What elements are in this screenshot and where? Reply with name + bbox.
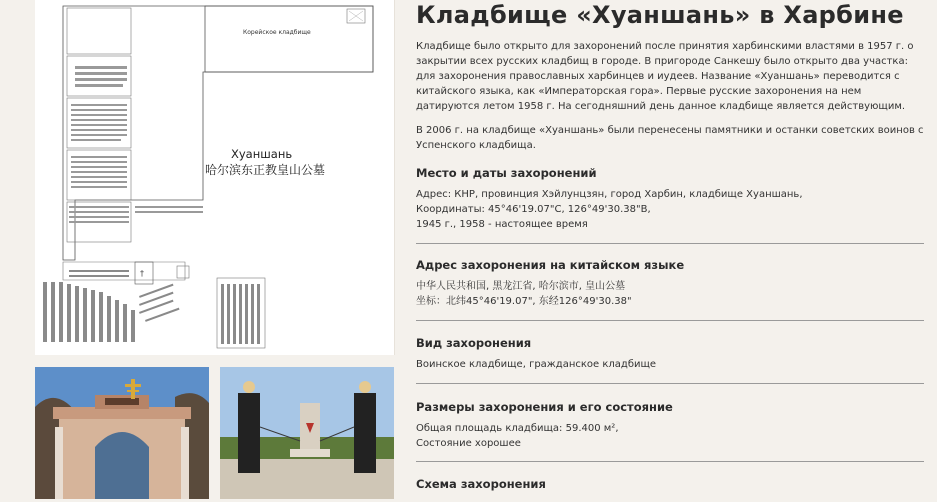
section-place-title: Место и даты захоронений — [416, 166, 597, 180]
section-type-title: Вид захоронения — [416, 336, 532, 350]
section-chinese — [416, 257, 924, 309]
section-scheme-title: Схема захоронения — [416, 477, 546, 491]
section-chinese-title: Адрес захоронения на китайском языке — [416, 258, 685, 272]
memorial-photo-image — [220, 367, 394, 499]
gate-photo[interactable] — [35, 367, 209, 499]
section-size — [416, 399, 924, 451]
section-place — [416, 165, 924, 232]
page-title: Кладбище «Хуаншань» в Харбине — [416, 1, 904, 29]
section-size-line2: Состояние хорошее — [416, 438, 521, 449]
gate-photo-image — [35, 367, 209, 499]
korean-cemetery-label: Корейское кладбище — [243, 29, 311, 36]
divider — [416, 243, 924, 244]
section-type — [416, 335, 924, 372]
intro-paragraph: Кладбище было открыто для захоронений после принятия харбинскими властями в 1957 г. о закрытии всех русских кладбищ в городе. В пригороде Санкешу было открыто два участка: для захоронения православных харбинцев и иудеев. Название «Хуаншань» переводится с китайского языка, как «Императорская гора». Первые русские захоронения на нем датируются летом 1958 г. На сегодняшний день данное кладбище является действующим. — [416, 41, 914, 112]
memorial-photo[interactable] — [220, 367, 394, 499]
content-panel — [416, 0, 924, 153]
section-place-line2: Координаты: 45°46'19.07"С, 126°49'30.38"В, — [416, 204, 651, 215]
section-scheme[interactable] — [416, 476, 924, 492]
section-size-line1: Общая площадь кладбища: 59.400 м², — [416, 423, 619, 434]
section-chinese-line1: 中华人民共和国, 黑龙江省, 哈尔滨市, 皇山公墓 — [416, 281, 626, 292]
divider — [416, 461, 924, 462]
section-type-line1: Воинское кладбище, гражданское кладбище — [416, 359, 657, 370]
divider — [416, 383, 924, 384]
svg-text:†: † — [140, 269, 144, 278]
section-size-title: Размеры захоронения и его состояние — [416, 400, 673, 414]
divider — [416, 320, 924, 321]
intro-paragraph-2: В 2006 г. на кладбище «Хуаншань» были перенесены памятники и останки советских воинов с Успенского кладбища. — [416, 125, 924, 151]
map-name-ru: Хуаншань — [231, 147, 293, 161]
section-chinese-line2: 坐标：北纬45°46'19.07", 东经126°49'30.38" — [416, 296, 632, 307]
section-place-line3: 1945 г., 1958 - настоящее время — [416, 219, 588, 230]
cemetery-map[interactable] — [35, 0, 395, 355]
section-place-line1: Адрес: КНР, провинция Хэйлунцзян, город Харбин, кладбище Хуаншань, — [416, 189, 803, 200]
map-name-cn: 哈尔滨东正教皇山公墓 — [205, 163, 326, 177]
